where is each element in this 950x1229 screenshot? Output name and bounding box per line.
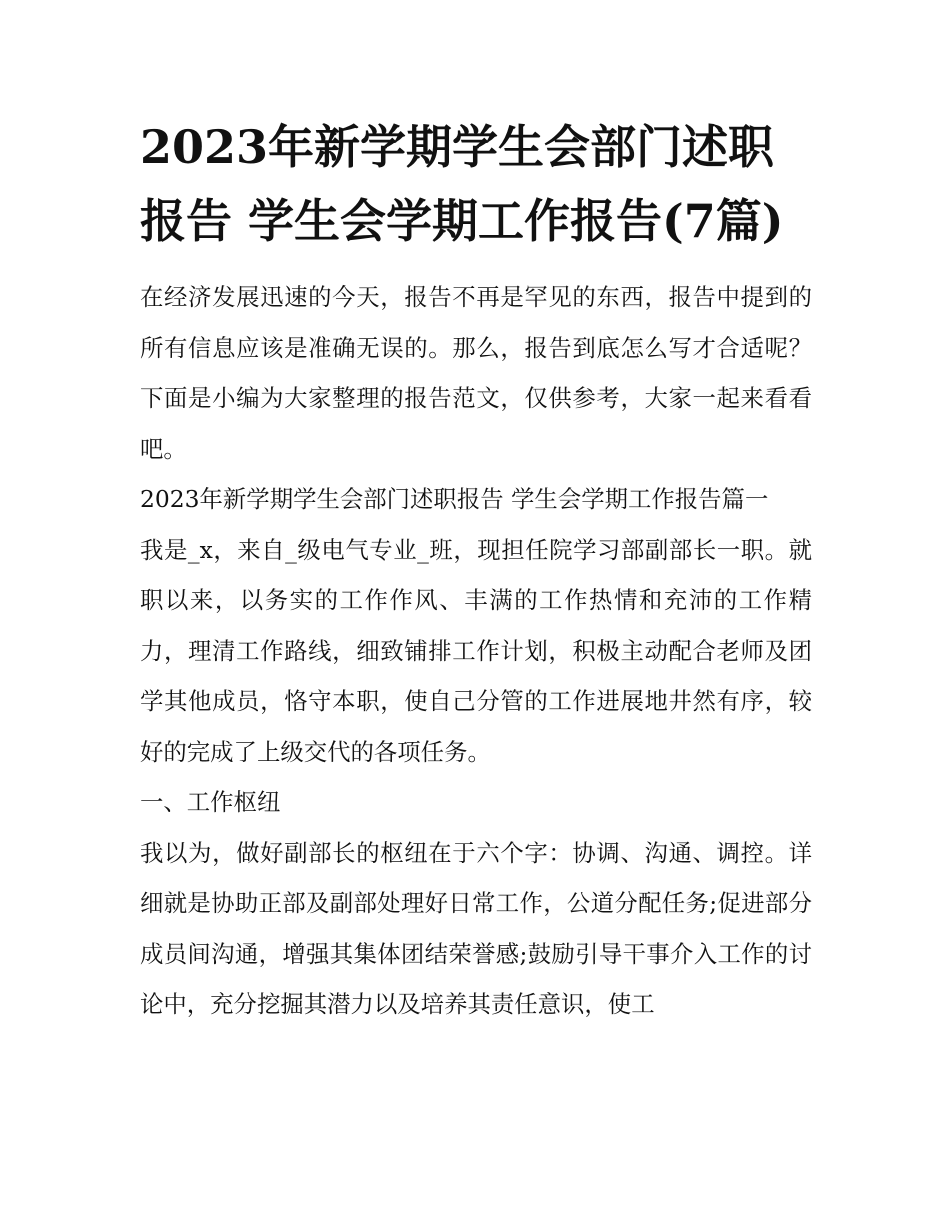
document-body (140, 110, 812, 1030)
body-paragraph: 我以为，做好副部长的枢纽在于六个字：协调、沟通、调控。详细就是协助正部及副部处理好日常工作，公道分配任务;促进部分成员间沟通，增强其集体团结荣誉感;鼓励引导干事介入工作的讨论中，充分挖掘其潜力以及培养其责任意识，使工 (140, 838, 812, 1018)
document-title: 2023年新学期学生会部门述职报告 学生会学期工作报告(7篇) (140, 120, 784, 248)
subsection-heading: 一、工作枢纽 (140, 788, 281, 816)
body-paragraph: 我是_x，来自_级电气专业_班，现担任院学习部副部长一职。就职以来，以务实的工作作风、丰满的工作热情和充沛的工作精力，理清工作路线，细致铺排工作计划，积极主动配合老师及团学其他成员，恪守本职，使自己分管的工作进展地井然有序，较好的完成了上级交代的各项任务。 (140, 535, 812, 766)
intro-paragraph: 在经济发展迅速的今天，报告不再是罕见的东西，报告中提到的所有信息应该是准确无误的。那么，报告到底怎么写才合适呢？下面是小编为大家整理的报告范文，仅供参考，大家一起来看看吧。 (140, 283, 812, 463)
section-heading: 2023年新学期学生会部门述职报告 学生会学期工作报告篇一 (140, 485, 769, 513)
